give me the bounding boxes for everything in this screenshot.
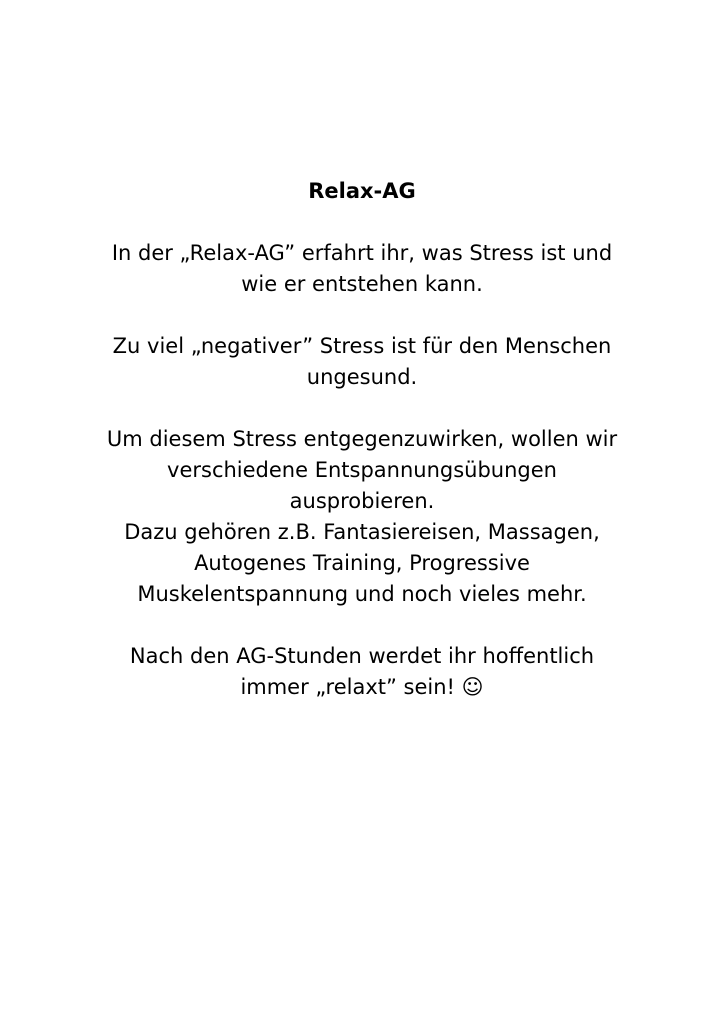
text-line: Um diesem Stress entgegenzuwirken, wollen wir (106, 427, 618, 451)
text-line: Muskelentspannung und noch vieles mehr. (137, 582, 587, 606)
text-line: ungesund. (306, 365, 418, 389)
document-title: Relax-AG (308, 179, 416, 203)
text-line: Autogenes Training, Progressive (194, 551, 530, 575)
text-line: verschiedene Entspannungsübungen (167, 458, 557, 482)
text-line: wie er entstehen kann. (241, 272, 483, 296)
paragraph-examples (40, 517, 684, 610)
paragraph-negative-stress (40, 331, 684, 393)
text-line: Zu viel „negativer” Stress ist für den Menschen (112, 334, 612, 358)
paragraph-intro (40, 238, 684, 300)
document-body (40, 176, 684, 734)
paragraph-counteract (40, 424, 684, 517)
text-line: ausprobieren. (289, 489, 435, 513)
text-line: In der „Relax-AG” erfahrt ihr, was Stress ist und (111, 241, 613, 265)
text-line: immer „relaxt” sein! ☺ (240, 675, 484, 699)
paragraph-closing (40, 641, 684, 703)
text-line: Dazu gehören z.B. Fantasiereisen, Massagen, (124, 520, 600, 544)
text-line: Nach den AG-Stunden werdet ihr hoffentlich (129, 644, 595, 668)
